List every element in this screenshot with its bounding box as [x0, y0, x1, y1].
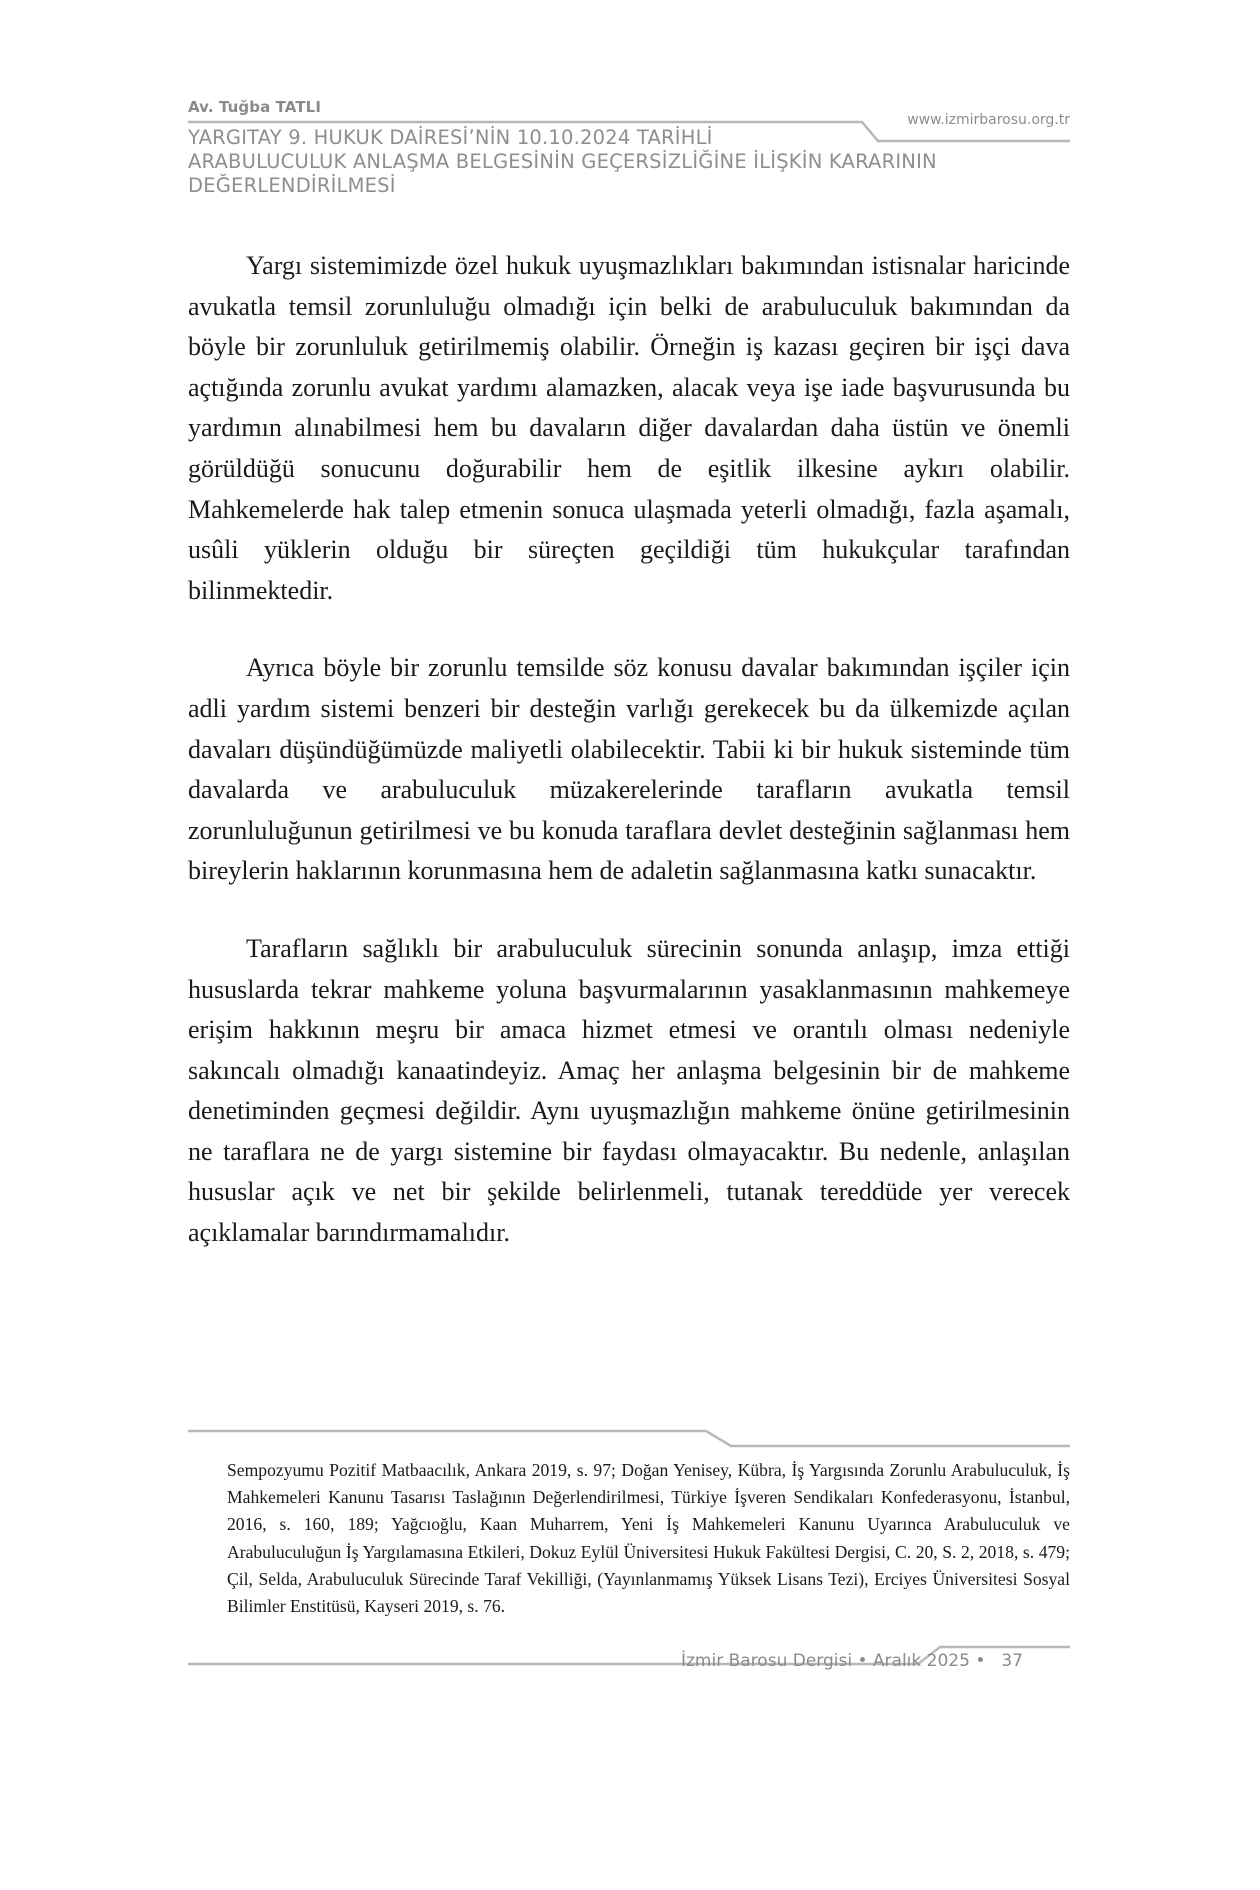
article-title-line: ARABULUCULUK ANLAŞMA BELGESİNİN GEÇERSİZLİĞİNE İLİŞKİN KARARININ — [188, 150, 937, 173]
body-paragraph: Ayrıca böyle bir zorunlu temsilde söz konusu davalar bakımından işçiler için adli yardım sistemi benzeri bir desteğin varlığı gerekecek bu da ülkemizde açılan davaları düşündüğümüzde maliyetli olabilecektir. Tabii ki bir hukuk sisteminde tüm davalarda ve arabuluculuk müzakerelerinde tarafların avukatla temsil zorunluluğunun getirilmesi ve bu konuda taraflara devlet desteğinin sağlanması hem bireylerin haklarının korunmasına hem de adaletin sağlanmasına katkı sunacaktır. — [188, 653, 1070, 886]
page-number: 37 — [1001, 1651, 1023, 1671]
author-name: Av. Tuğba TATLI — [188, 98, 322, 116]
footnote — [227, 1457, 1070, 1620]
footnote-text: Sempozyumu Pozitif Matbaacılık, Ankara 2019, s. 97; Doğan Yenisey, Kübra, İş Yargısında Zorunlu Arabuluculuk, İş Mahkemeleri Kanunu Tasarısı Taslağının Değerlendirilmesi, Türkiye İşveren Sendikaları Konfederasyonu, İstanbul, 2016, s. 160, 189; Yağcıoğlu, Kaan Muharrem, Yeni İş Mahkemeleri Kanunu Uyarınca Arabuluculuk ve Arabuluculuğun İş Yargılamasına Etkileri, Dokuz Eylül Üniversitesi Hukuk Fakültesi Dergisi, C. 20, S. 2, 2018, s. 479; Çil, Selda, Arabuluculuk Sürecinde Taraf Vekilliği, (Yayınlanmamış Yüksek Lisans Tezi), Erciyes Üniversitesi Sosyal Bilimler Enstitüsü, Kayseri 2019, s. 76. — [227, 1460, 1070, 1617]
page-footer — [681, 1651, 1023, 1671]
article-title-line: YARGITAY 9. HUKUK DAİRESİ’NİN 10.10.2024 TARİHLİ — [188, 126, 713, 149]
body-paragraph: Yargı sistemimizde özel hukuk uyuşmazlıkları bakımından istisnalar haricinde avukatla temsil zorunluluğu olmadığı için belki de arabuluculuk bakımından da böyle bir zorunluluk getirilmemiş olabilir. Örneğin iş kazası geçiren bir işçi dava açtığında zorunlu avukat yardımı alamazken, alacak veya işe iade başvurusunda bu yardımın alınabilmesi hem bu davaların diğer davalardan daha üstün ve önemli görüldüğü sonucunu doğurabilir hem de eşitlik ilkesine aykırı olabilir. Mahkemelerde hak talep etmenin sonuca ulaşmada yeterli olmadığı, fazla aşamalı, usûli yüklerin olduğu bir süreçten geçildiği tüm hukukçular tarafından bilinmektedir. — [188, 251, 1070, 605]
article-title — [188, 126, 1008, 198]
footnote-separator — [188, 1431, 1070, 1446]
journal-name: İzmir Barosu Dergisi • Aralık 2025 • — [681, 1651, 986, 1671]
body-paragraph: Tarafların sağlıklı bir arabuluculuk sürecinin sonunda anlaşıp, imza ettiği hususlarda tekrar mahkeme yoluna başvurmalarının yasaklanmasının mahkemeye erişim hakkının meşru bir amaca hizmet etmesi ve orantılı olması nedeniyle sakıncalı olmadığı kanaatindeyiz. Amaç her anlaşma belgesinin bir de mahkeme denetiminden geçmesi değildir. Aynı uyuşmazlığın mahkeme önüne getirilmesinin ne taraflara ne de yargı sistemine bir faydası olmayacaktır. Bu nedenle, anlaşılan hususlar açık ve net bir şekilde belirlenmeli, tutanak tereddüde yer verecek açıklamalar barındırmamalıdır. — [188, 933, 1070, 1248]
article-title-line: DEĞERLENDİRİLMESİ — [188, 174, 396, 197]
website-url[interactable]: www.izmirbarosu.org.tr — [907, 112, 1070, 128]
article-body — [188, 246, 1070, 1291]
